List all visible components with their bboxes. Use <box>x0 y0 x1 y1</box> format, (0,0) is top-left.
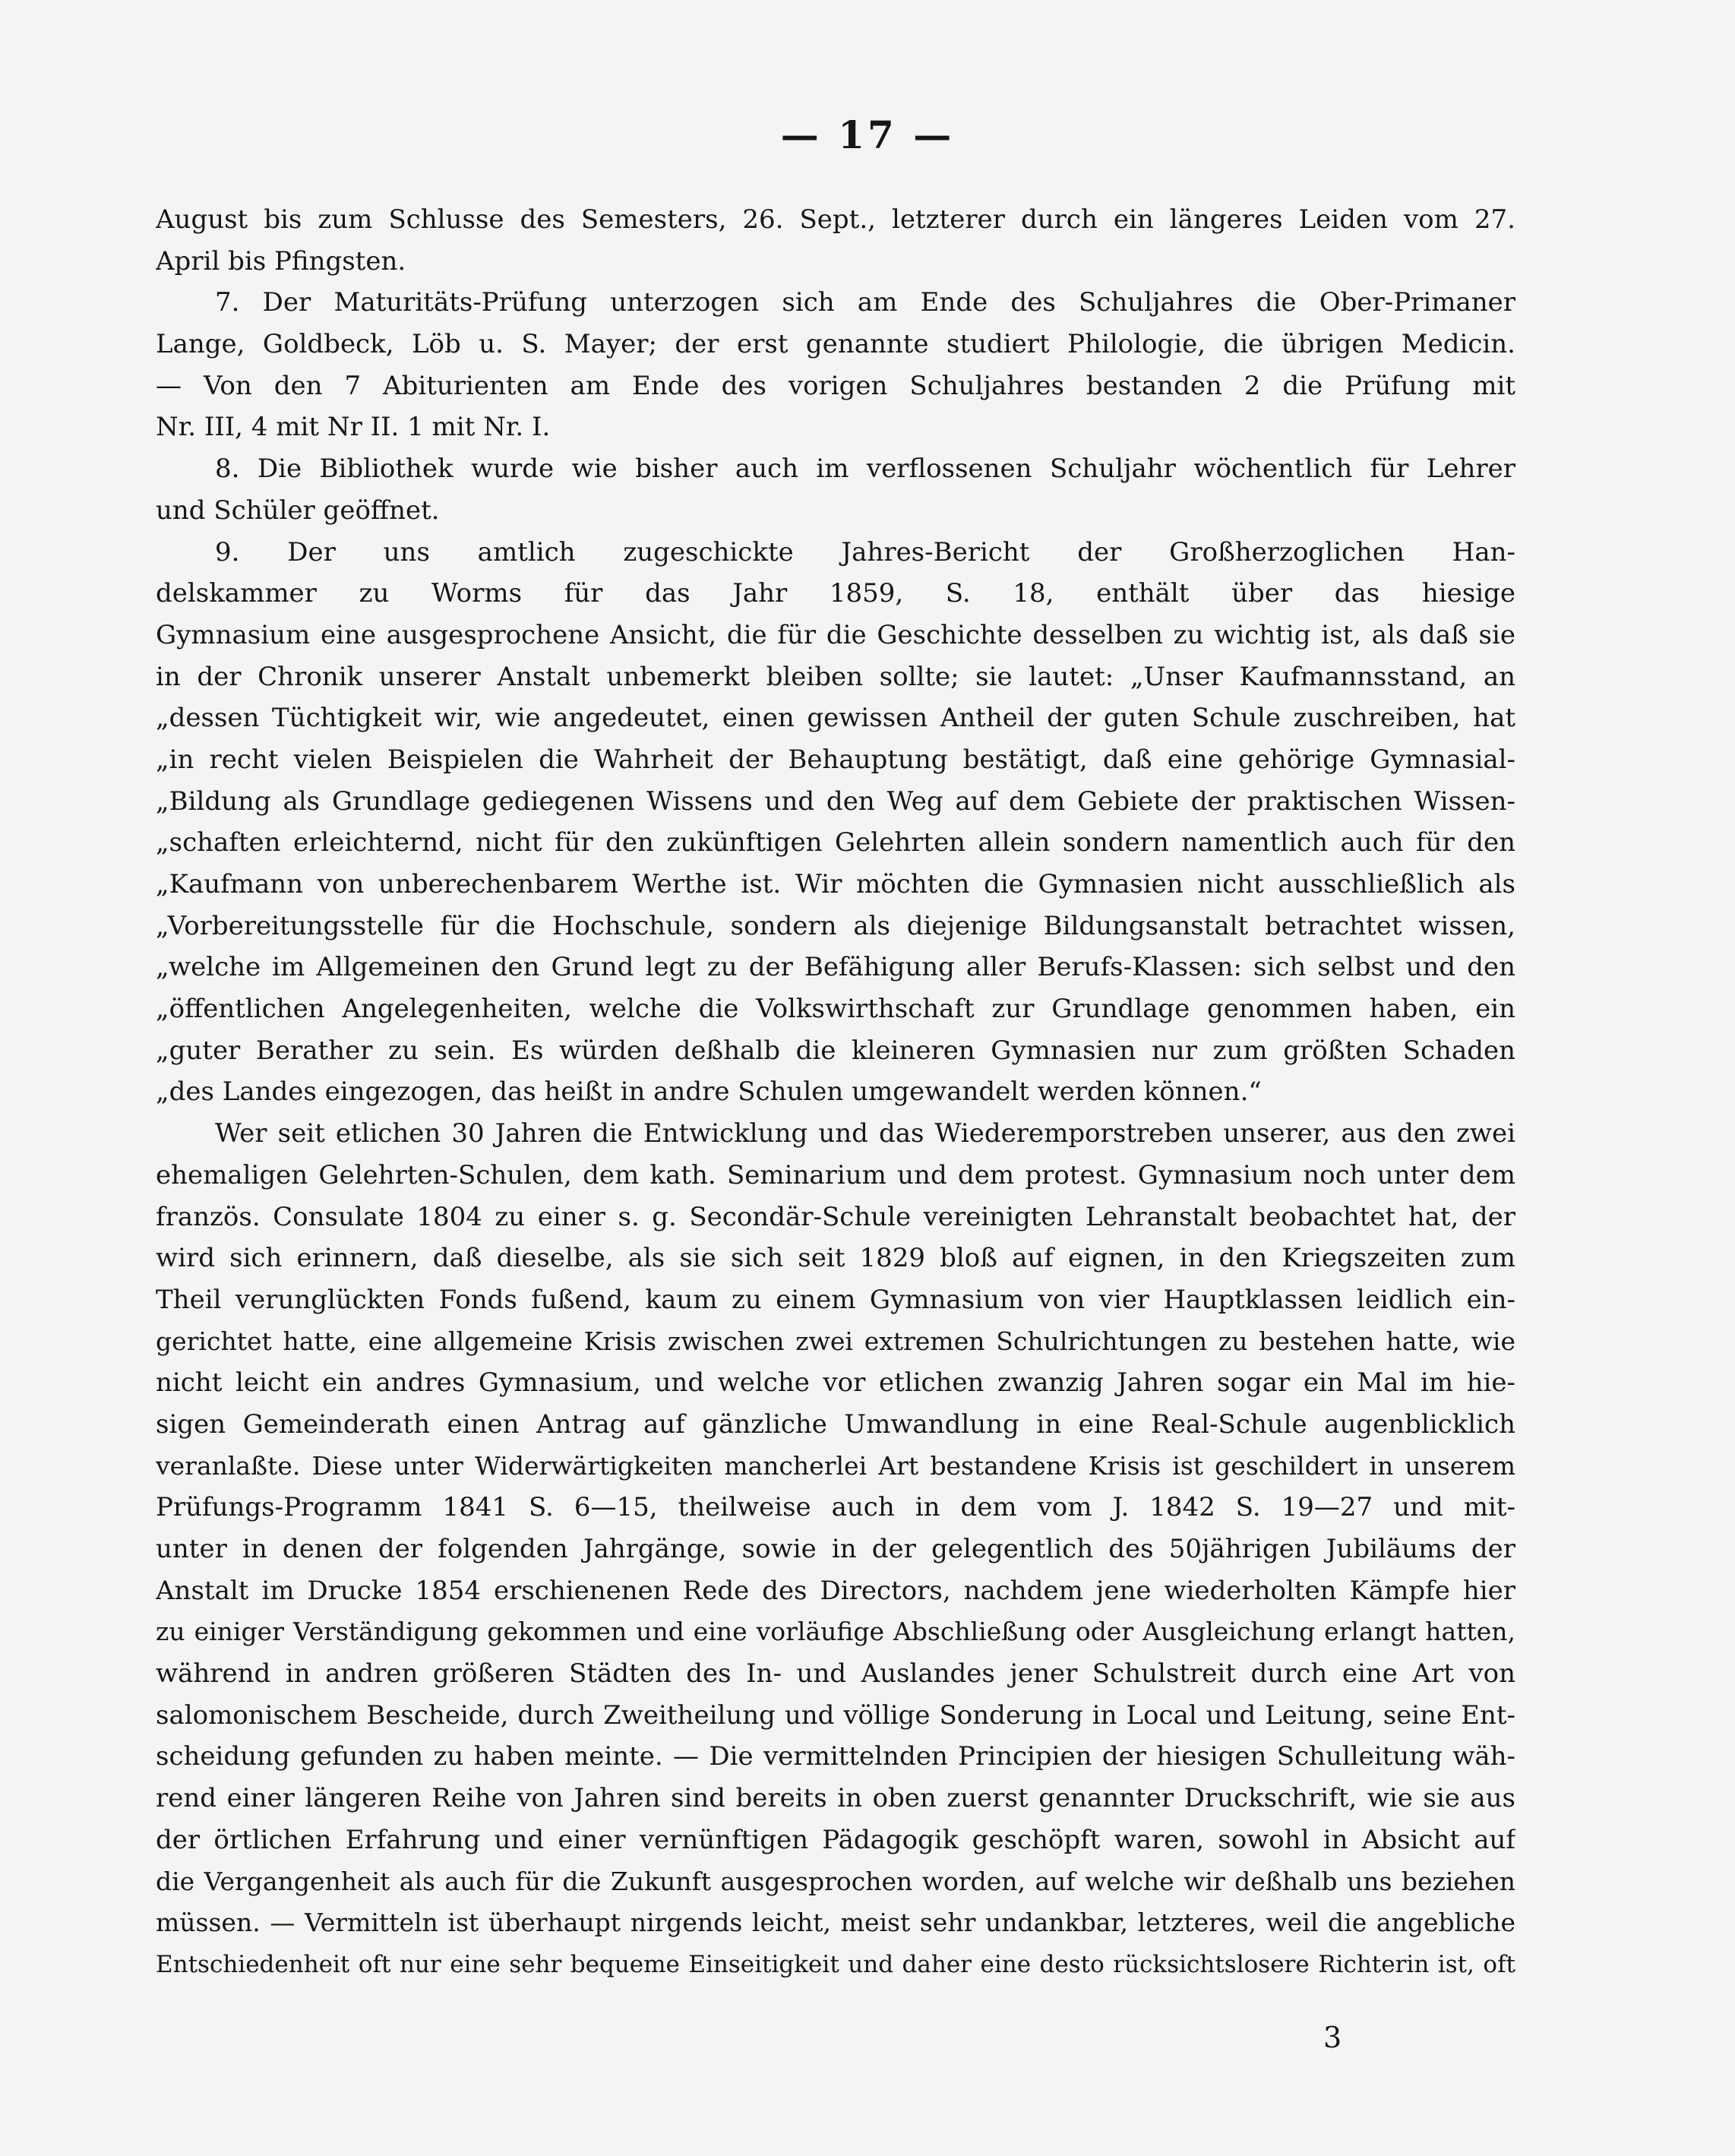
body-text <box>156 199 1515 1986</box>
signature-mark: 3 <box>1323 2021 1342 2054</box>
text-line: nicht leicht ein andres Gymnasium, und welche vor etlichen zwanzig Jahren sogar ein Mal im hie- <box>156 1367 1515 1399</box>
text-line: „Kaufmann von unberechenbarem Werthe ist. Wir möchten die Gymnasien nicht ausschließlich als <box>156 869 1515 899</box>
text-line: „Vorbereitungsstelle für die Hochschule, sondern als diejenige Bildungsanstalt betrachtet wissen, <box>156 910 1515 941</box>
text-line: ehemaligen Gelehrten-Schulen, dem kath. Seminarium und dem protest. Gymnasium noch unter dem <box>156 1159 1515 1190</box>
text-line: müssen. — Vermitteln ist überhaupt nirgends leicht, meist sehr undankbar, letzteres, weil die angebliche <box>156 1908 1515 1938</box>
text-line: 7. Der Maturitäts-Prüfung unterzogen sich am Ende des Schuljahres die Ober-Primaner <box>215 287 1515 318</box>
text-line: scheidung gefunden zu haben meinte. — Die vermittelnden Principien der hiesigen Schulleitung wäh- <box>156 1741 1515 1772</box>
text-line: „welche im Allgemeinen den Grund legt zu der Befähigung aller Berufs-Klassen: sich selbst und den <box>156 952 1515 983</box>
text-line: Prüfungs-Programm 1841 S. 6—15, theilweise auch in dem vom J. 1842 S. 19—27 und mit- <box>156 1492 1515 1523</box>
text-line: französ. Consulate 1804 zu einer s. g. Secondär-Schule vereinigten Lehranstalt beobachtet hat, der <box>156 1201 1515 1232</box>
text-line: unter in denen der folgenden Jahrgänge, sowie in der gelegentlich des 50jährigen Jubiläums der <box>156 1534 1515 1564</box>
text-line: delskammer zu Worms für das Jahr 1859, S. 18, enthält über das hiesige <box>156 578 1515 609</box>
text-line: zu einiger Verständigung gekommen und eine vorläufige Abschließung oder Ausgleichung erlangt hatten, <box>156 1617 1515 1647</box>
text-line: Entschiedenheit oft nur eine sehr bequeme Einseitigkeit und daher eine desto rücksichtslosere Richterin ist, oft <box>156 1950 1515 1978</box>
page-number: — 17 — <box>780 112 955 157</box>
text-line: wird sich erinnern, daß dieselbe, als sie sich seit 1829 bloß auf eignen, in den Kriegszeiten zum <box>156 1243 1515 1274</box>
text-line: „dessen Tüchtigkeit wir, wie angedeutet, einen gewissen Antheil der guten Schule zuschreiben, hat <box>156 703 1515 734</box>
text-line: sigen Gemeinderath einen Antrag auf gänzliche Umwandlung in eine Real-Schule augenblicklich <box>156 1408 1515 1440</box>
text-line: Wer seit etlichen 30 Jahren die Entwicklung und das Wiederemporstreben unserer, aus den zwei <box>215 1118 1515 1149</box>
text-line: „des Landes eingezogen, das heißt in andre Schulen umgewandelt werden können.“ <box>156 1076 1262 1108</box>
text-line: Nr. III, 4 mit Nr II. 1 mit Nr. I. <box>156 412 551 443</box>
text-line: Gymnasium eine ausgesprochene Ansicht, die für die Geschichte desselben zu wichtig ist, als daß sie <box>156 619 1515 650</box>
text-line: „Bildung als Grundlage gediegenen Wissens und den Weg auf dem Gebiete der praktischen Wissen- <box>156 786 1515 817</box>
text-line: 9. Der uns amtlich zugeschickte Jahres-Bericht der Großherzoglichen Han- <box>215 536 1515 567</box>
text-line: der örtlichen Erfahrung und einer vernünftigen Pädagogik geschöpft waren, sowohl in Absicht auf <box>156 1824 1515 1855</box>
text-line: „guter Berather zu sein. Es würden deßhalb die kleineren Gymnasien nur zum größten Schaden <box>156 1035 1515 1066</box>
text-line: Anstalt im Drucke 1854 erschienenen Rede des Directors, nachdem jene wiederholten Kämpfe hier <box>156 1575 1515 1606</box>
text-line: Lange, Goldbeck, Löb u. S. Mayer; der erst genannte studiert Philologie, die übrigen Medicin. <box>156 329 1515 360</box>
text-line: gerichtet hatte, eine allgemeine Krisis zwischen zwei extremen Schulrichtungen zu bestehen hatte, wie <box>156 1326 1515 1356</box>
text-line: salomonischem Bescheide, durch Zweitheilung und völlige Sonderung in Local und Leitung, seine Ent- <box>156 1699 1515 1731</box>
text-line: April bis Pfingsten. <box>156 245 406 277</box>
text-line: „öffentlichen Angelegenheiten, welche die Volkswirthschaft zur Grundlage genommen haben, ein <box>156 994 1515 1025</box>
text-line: Theil verunglückten Fonds fußend, kaum zu einem Gymnasium von vier Hauptklassen leidlich ein- <box>156 1284 1515 1315</box>
text-line: 8. Die Bibliothek wurde wie bisher auch im verflossenen Schuljahr wöchentlich für Lehrer <box>215 454 1515 485</box>
text-line: veranlaßte. Diese unter Widerwärtigkeiten mancherlei Art bestandene Krisis ist geschildert in unserem <box>156 1450 1515 1481</box>
text-line: — Von den 7 Abiturienten am Ende des vorigen Schuljahres bestanden 2 die Prüfung mit <box>156 370 1515 401</box>
text-line: die Vergangenheit als auch für die Zukunft ausgesprochen worden, auf welche wir deßhalb uns beziehen <box>156 1866 1515 1896</box>
text-line: August bis zum Schlusse des Semesters, 26. Sept., letzterer durch ein längeres Leiden vom 27. <box>156 204 1515 235</box>
text-line: „in recht vielen Beispielen die Wahrheit der Behauptung bestätigt, daß eine gehörige Gymnasial- <box>156 744 1515 775</box>
text-line: in der Chronik unserer Anstalt unbemerkt bleiben sollte; sie lautet: „Unser Kaufmannsstand, an <box>156 661 1515 692</box>
text-line: während in andren größeren Städten des In- und Auslandes jener Schulstreit durch eine Art von <box>156 1658 1515 1690</box>
text-line: und Schüler geöffnet. <box>156 495 440 526</box>
text-line: „schaften erleichternd, nicht für den zukünftigen Gelehrten allein sondern namentlich auch für den <box>156 827 1515 858</box>
text-line: rend einer längeren Reihe von Jahren sind bereits in oben zuerst genannter Druckschrift, wie sie aus <box>156 1783 1515 1814</box>
